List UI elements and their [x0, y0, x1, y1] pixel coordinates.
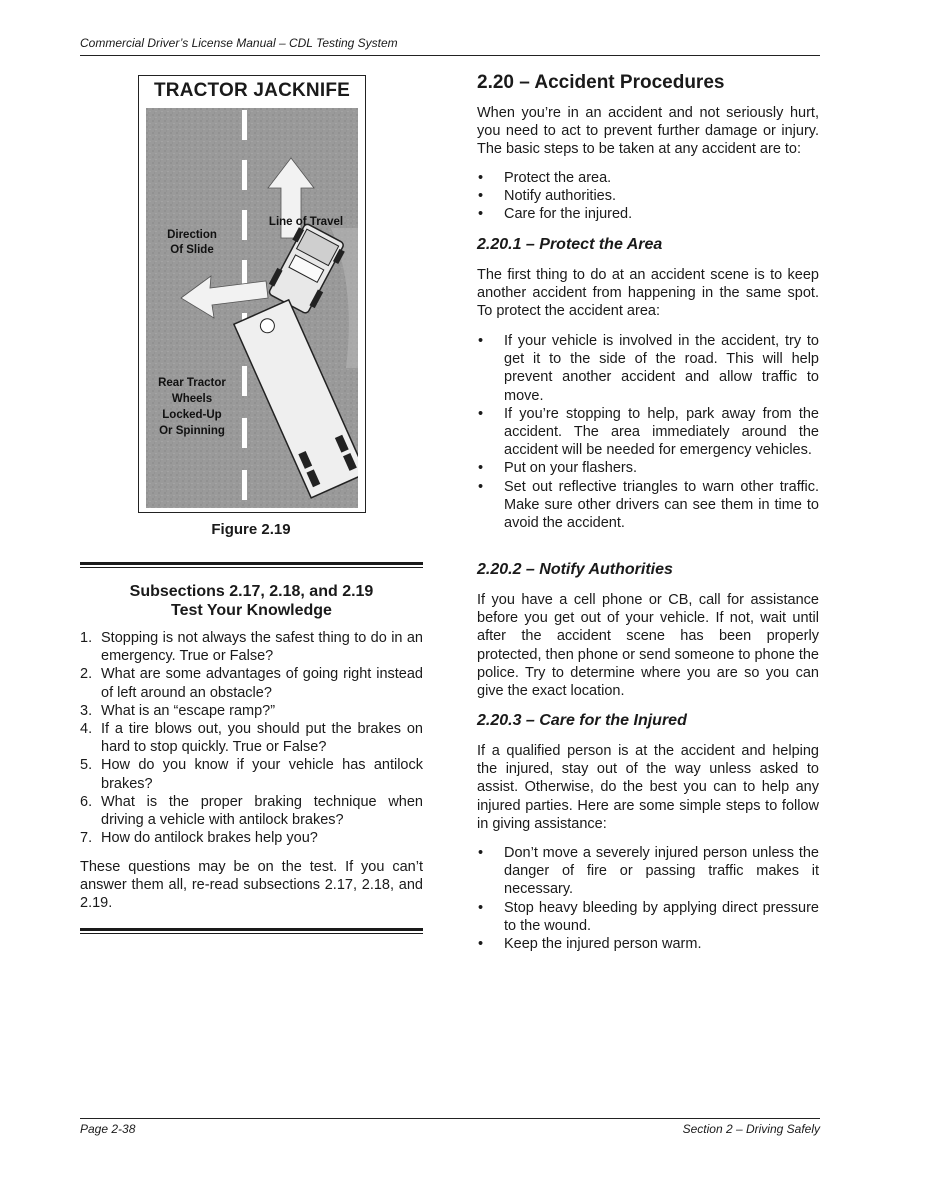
- protect-area-text: The first thing to do at an accident scene is to keep another accident from happening in the same spot. To protect the accident area:: [477, 267, 819, 320]
- header-title: Commercial Driver’s License Manual – CDL Testing System: [80, 36, 398, 50]
- jacknife-illustration: [146, 108, 358, 508]
- label-wheels: Wheels: [171, 393, 213, 405]
- notify-authorities-text: If you have a cell phone or CB, call for assistance before you get out of your vehicle. If not, wait until after the accident scene has been properly protected, then phone or send someone to phone the police. Try to determine where you are so you can give the exact location.: [477, 592, 819, 700]
- list-item: • Set out reflective triangles to warn other traffic. Make sure other drivers can see them in time to avoid the accident.: [477, 478, 819, 533]
- test-knowledge-note: These questions may be on the test. If you can’t answer them all, re-read subsections 2.17, 2.18, and 2.19.: [80, 859, 423, 912]
- list-item: • If you’re stopping to help, park away from the accident. The area immediately around the accident will be needed for emergency vehicles.: [477, 405, 819, 460]
- list-item: • Notify authorities.: [477, 187, 819, 205]
- test-knowledge-title-line1: Subsections 2.17, 2.18, and 2.19: [129, 583, 374, 600]
- page-header: [80, 36, 820, 56]
- care-injured-text: If a qualified person is at the accident and helping the injured, stay out of the way unless asked to assist. Otherwise, do the best you can to help any injured parties. Here are some simple steps to follow in giving assistance:: [477, 743, 819, 832]
- question-item: 5. How do you know if your vehicle has antilock brakes?: [80, 757, 423, 792]
- question-item: 2. What are some advantages of going right instead of left around an obstacle?: [80, 666, 423, 701]
- label-or-spinning: Or Spinning: [159, 425, 225, 437]
- label-locked-up: Locked-Up: [162, 409, 222, 421]
- label-line-of-travel: Line of Travel: [268, 216, 344, 228]
- figure-tractor-jacknife: [138, 75, 366, 513]
- label-direction: Direction: [167, 229, 217, 241]
- protect-area-heading: 2.20.1 – Protect the Area: [477, 236, 663, 253]
- section-heading: 2.20 – Accident Procedures: [477, 72, 725, 93]
- list-item: • Protect the area.: [477, 169, 819, 187]
- footer-section: Section 2 – Driving Safely: [682, 1122, 820, 1136]
- care-injured-heading: 2.20.3 – Care for the Injured: [477, 712, 687, 729]
- page-footer: [80, 1118, 820, 1138]
- question-item: 4. If a tire blows out, you should put the brakes on hard to stop quickly. True or False?: [80, 721, 423, 756]
- test-knowledge-title-line2: Test Your Knowledge: [171, 602, 332, 619]
- label-of-slide: Of Slide: [170, 244, 214, 256]
- footer-page-number: Page 2-38: [80, 1122, 136, 1136]
- test-knowledge-questions: [80, 629, 423, 847]
- question-item: 1. Stopping is not always the safest thing to do in an emergency. True or False?: [80, 630, 423, 665]
- question-item: 7. How do antilock brakes help you?: [80, 830, 318, 847]
- list-item: • Stop heavy bleeding by applying direct pressure to the wound.: [477, 899, 819, 935]
- section-intro: When you’re in an accident and not seriously hurt, you need to act to prevent further damage or injury. The basic steps to be taken at any accident are to:: [477, 105, 819, 158]
- notify-authorities-heading: 2.20.2 – Notify Authorities: [477, 561, 673, 578]
- list-item: • Put on your flashers.: [477, 459, 819, 477]
- list-item: • If your vehicle is involved in the accident, try to get it to the side of the road. This will help prevent another accident and allow traffic to move.: [477, 332, 819, 405]
- figure-title: TRACTOR JACKNIFE: [153, 80, 351, 101]
- question-item: 6. What is the proper braking technique when driving a vehicle with antilock brakes?: [80, 793, 423, 829]
- protect-area-list: [477, 332, 819, 532]
- list-item: • Don’t move a severely injured person unless the danger of fire or passing traffic makes it necessary.: [477, 844, 819, 899]
- question-item: 3. What is an “escape ramp?”: [80, 702, 276, 719]
- list-item: • Keep the injured person warm.: [477, 935, 819, 953]
- list-item: • Care for the injured.: [477, 205, 819, 223]
- divider-top: [80, 562, 423, 568]
- care-injured-list: [477, 844, 819, 953]
- test-knowledge-title: [80, 582, 423, 620]
- figure-caption: Figure 2.19: [211, 521, 291, 538]
- divider-bottom: [80, 928, 423, 934]
- accident-steps-list: [477, 169, 819, 224]
- label-rear-tractor: Rear Tractor: [158, 377, 226, 389]
